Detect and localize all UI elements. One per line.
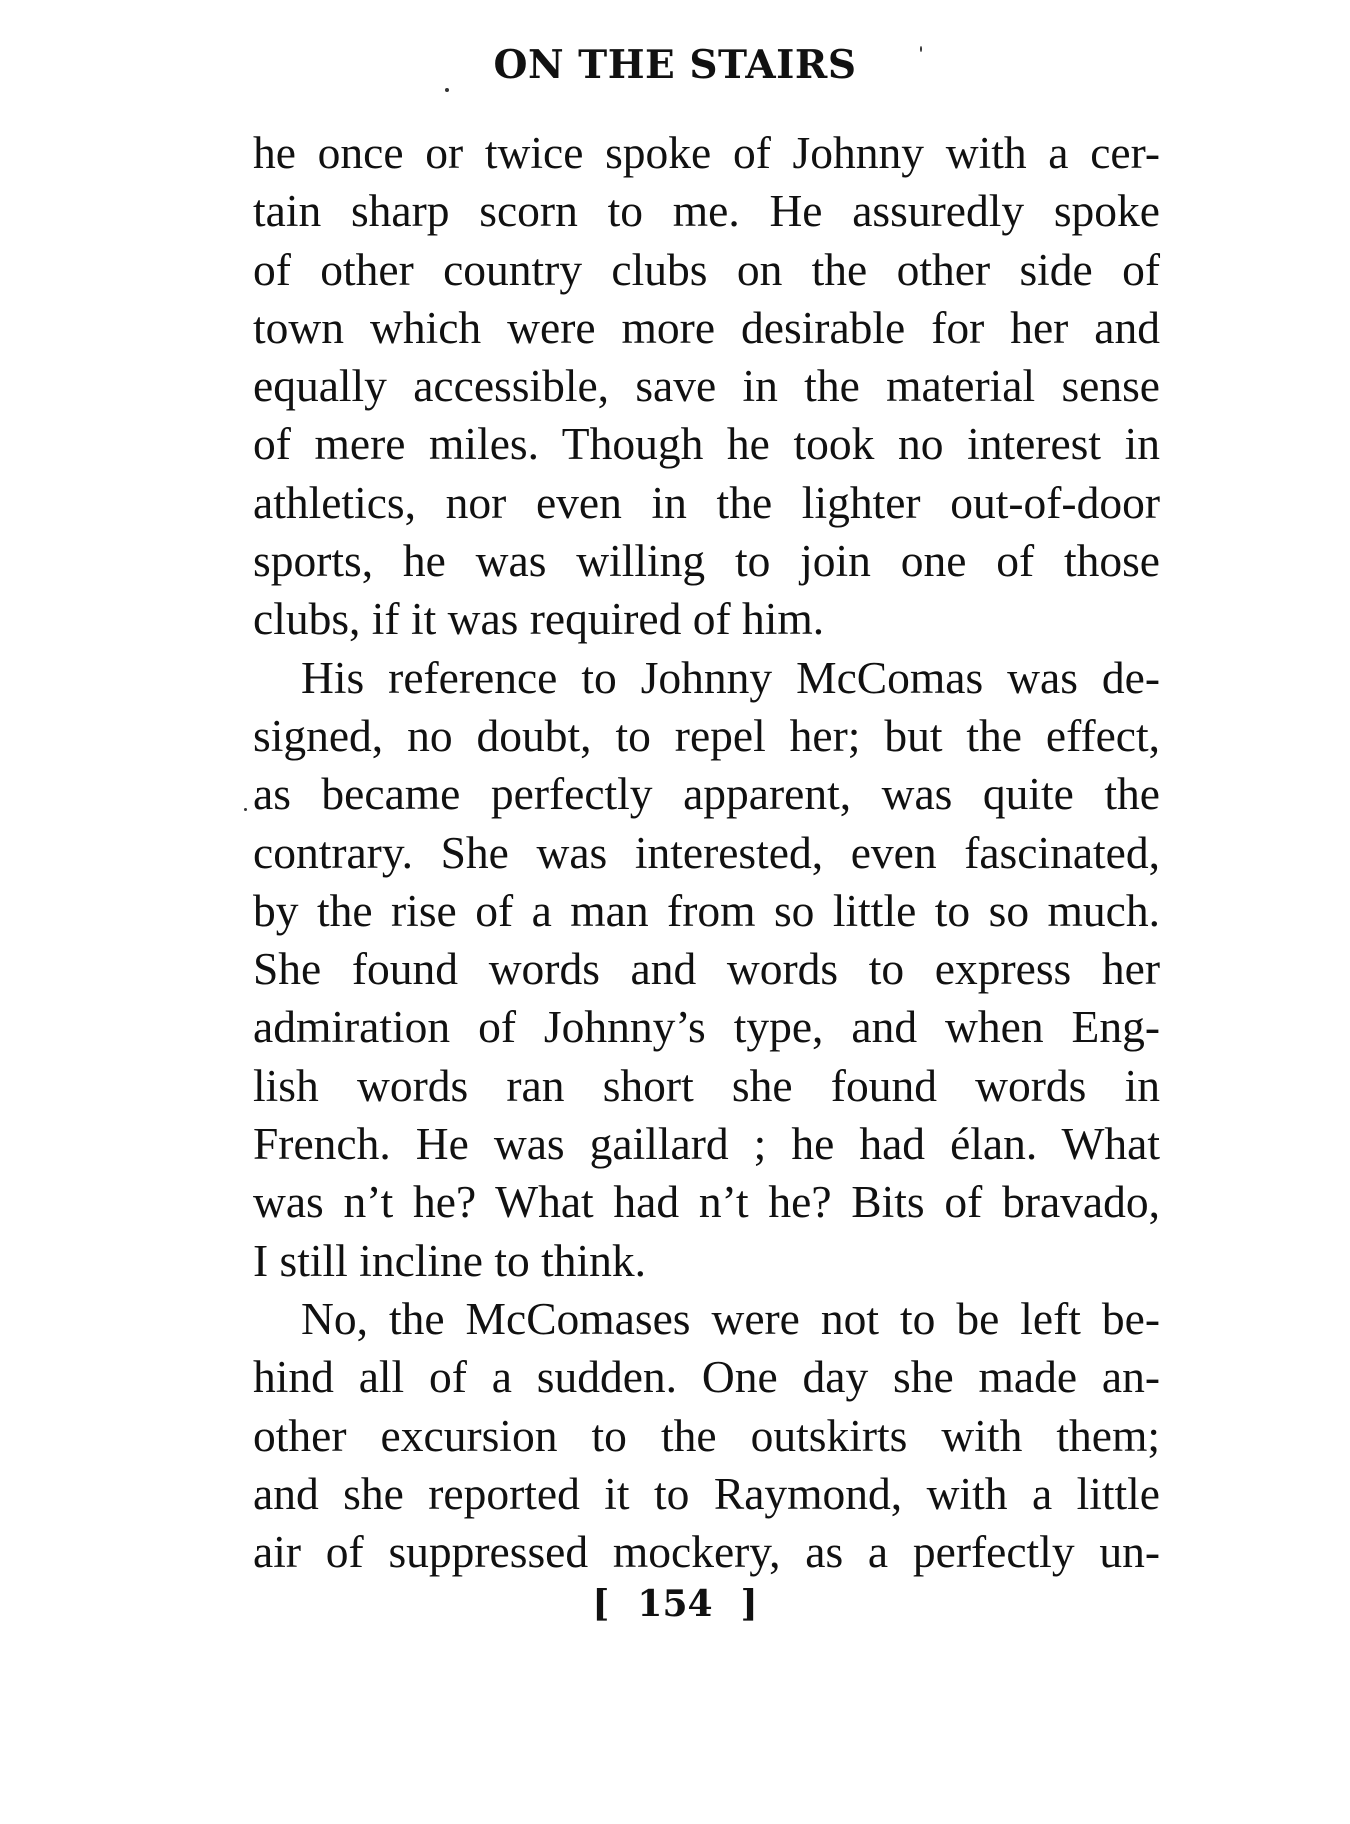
text-line: by the rise of a man from so little to so much. [253,884,1160,936]
text-line: he once or twice spoke of Johnny with a cer- [253,127,1160,178]
text-line: lish words ran short she found words in [253,1059,1160,1111]
text-line: of other country clubs on the other side of [253,243,1160,295]
text-line: as became perfectly apparent, was quite the [253,768,1160,820]
text-line: tain sharp scorn to me. He assuredly spoke [253,185,1160,237]
scan-speck [244,808,247,811]
text-line: No, the McComases were not to be left be- [301,1292,1160,1344]
bracket-close: ] [740,1583,758,1625]
text-line: and she reported it to Raymond, with a little [253,1467,1160,1519]
text-line: signed, no doubt, to repel her; but the effect, [253,709,1160,761]
text-line: equally accessible, save in the material sense [253,360,1160,412]
text-line: I still incline to think. [253,1234,647,1286]
paragraph-1 [253,124,1160,649]
scan-speck [920,46,922,52]
text-line: sports, he was willing to join one of those [253,535,1160,587]
text-line: air of suppressed mockery, as a perfectly un- [253,1526,1160,1578]
text-line: athletics, nor even in the lighter out-of-door [253,476,1160,528]
scan-speck [445,88,449,92]
text-line: of mere miles. Though he took no interest in [253,418,1160,470]
text-line: contrary. She was interested, even fascinated, [253,826,1160,878]
text-line: admiration of Johnny’s type, and when Eng- [253,1001,1160,1053]
running-header: ON THE STAIRS [493,42,857,88]
text-line: was n’t he? What had n’t he? Bits of bravado, [253,1176,1160,1228]
text-line: She found words and words to express her [253,943,1160,995]
text-line: clubs, if it was required of him. [253,593,825,645]
paragraph-3 [253,1290,1160,1581]
text-line: other excursion to the outskirts with them; [253,1409,1160,1461]
page-number: 154 [637,1583,713,1625]
text-line: hind all of a sudden. One day she made an- [253,1351,1160,1403]
body-text [253,124,1160,1581]
page-number-footer [0,1583,1350,1625]
text-line: French. He was gaillard ; he had élan. What [253,1118,1160,1170]
text-line: town which were more desirable for her and [253,301,1160,353]
text-line: His reference to Johnny McComas was de- [301,651,1160,703]
paragraph-2 [253,649,1160,1290]
bracket-open: [ [592,1583,610,1625]
